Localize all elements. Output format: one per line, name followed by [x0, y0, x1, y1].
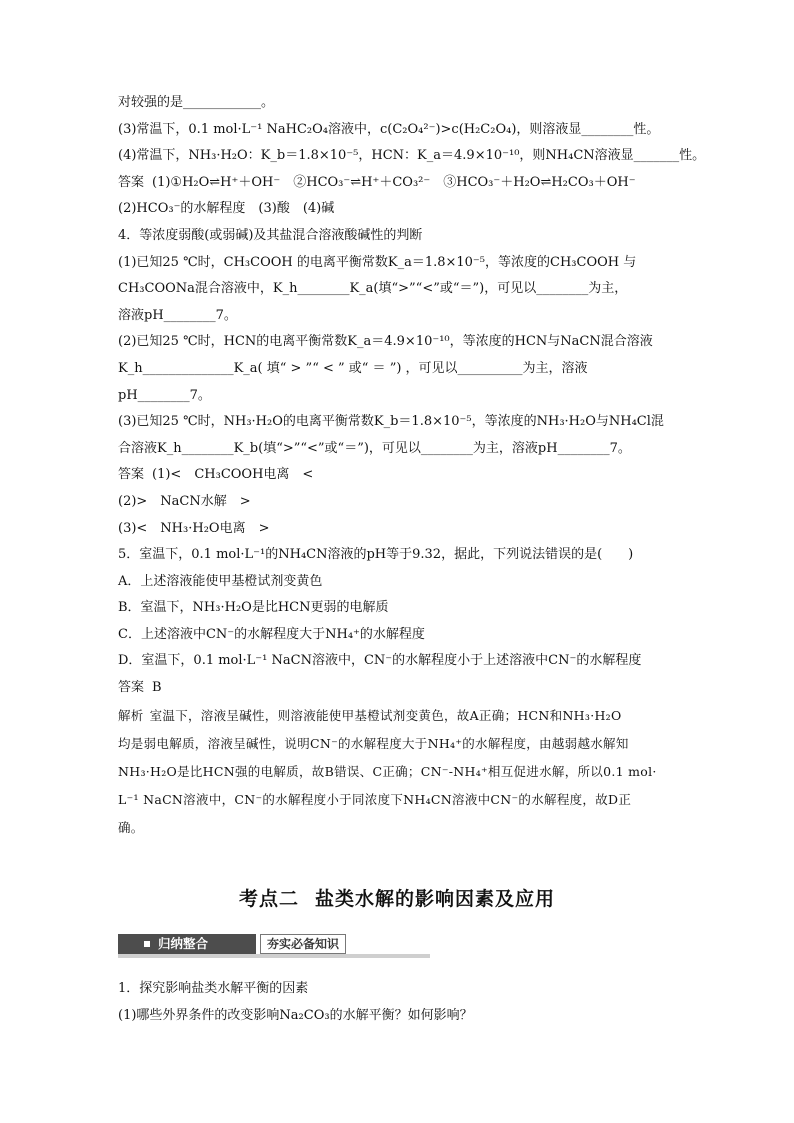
explanation-line: 确。: [118, 819, 144, 835]
answer-line: (2)> NaCN水解 >: [118, 493, 251, 509]
answer-line: (3)< NH₃·H₂O电离 >: [118, 520, 270, 536]
answer-tag: 答案: [118, 467, 145, 483]
answer-tag: 答案: [118, 680, 145, 696]
answer-value: B: [152, 680, 162, 696]
content-bottom: [118, 976, 688, 1029]
explanation-line: 室温下，溶液呈碱性，则溶液能使甲基橙试剂变黄色，故A正确；HCN和NH₃·H₂O: [149, 707, 622, 723]
part-1-title: 1．探究影响盐类水解平衡的因素: [118, 981, 309, 996]
text-line: (4)常温下，NH₃·H₂O：K_b＝1.8×10⁻⁵，HCN：K_a＝4.9×10⁻¹⁰，则NH₄CN溶液显_______性。: [118, 148, 706, 164]
text-line: (3)常温下，0.1 mol·L⁻¹ NaHC₂O₄溶液中，c(C₂O₄²⁻)>c(H₂C₂O₄)，则溶液显________性。: [118, 121, 660, 137]
answer-line: (2)HCO₃⁻的水解程度 (3)酸 (4)碱: [118, 201, 335, 217]
answer-block-1: [118, 170, 688, 197]
question-4-part1: (1)已知25 ℃时，CH₃COOH 的电离平衡常数K_a＝1.8×10⁻⁵，等浓度的CH₃COOH 与: [118, 254, 637, 270]
explanation: [118, 702, 688, 730]
section-label: 考点二: [238, 888, 299, 910]
answer-tag: 答案: [118, 174, 145, 190]
banner-sub-label: 夯实必备知识: [260, 934, 346, 954]
answer-line: (1)①H₂O⇌H⁺＋OH⁻ ②HCO₃⁻⇌H⁺＋CO₃²⁻ ③HCO₃⁻＋H₂O⇌H₂CO₃＋OH⁻: [152, 174, 636, 190]
banner-main-label: 归纳整合: [158, 936, 209, 951]
question-4-part2: pH________7。: [118, 387, 211, 403]
answer-line: (1)< CH₃COOH电离 <: [152, 467, 314, 483]
option-c: C．上述溶液中CN⁻的水解程度大于NH₄⁺的水解程度: [118, 626, 425, 642]
option-d: D．室温下，0.1 mol·L⁻¹ NaCN溶液中，CN⁻的水解程度小于上述溶液中CN⁻的水解程度: [118, 653, 642, 669]
question-4-part3: 合溶液K_h________K_b(填“>”“<”或“＝”)，可见以________为主，溶液pH________7。: [118, 440, 631, 456]
content-top: [118, 90, 706, 842]
question-4-part1: CH₃COONa混合溶液中，K_h________K_a(填“>”“<”或“＝”)，可见以________为主，: [118, 281, 628, 297]
banner-stripe: [118, 954, 430, 958]
option-a: A．上述溶液能使甲基橙试剂变黄色: [118, 573, 323, 589]
explanation-line: 均是弱电解质，溶液呈碱性，说明CN⁻的水解程度大于NH₄⁺的水解程度，由越弱越水解知: [118, 735, 629, 751]
explanation-line: L⁻¹ NaCN溶液中，CN⁻的水解程度小于同浓度下NH₄CN溶液中CN⁻的水解程度，故D正: [118, 791, 632, 807]
square-bullet-icon: [144, 941, 150, 947]
explanation-line: NH₃·H₂O是比HCN强的电解质，故B错误、C正确；CN⁻-NH₄⁺相互促进水解，所以0.1 mol·: [118, 763, 657, 779]
option-b: B．室温下，NH₃·H₂O是比HCN更弱的电解质: [118, 600, 389, 616]
banner-main: [118, 934, 256, 954]
question-4-title: 4．等浓度弱酸(或弱碱)及其盐混合溶液酸碱性的判断: [118, 227, 423, 243]
summary-banner: [118, 934, 430, 956]
answer-block-2: [118, 462, 688, 489]
part-1-question: (1)哪些外界条件的改变影响Na₂CO₃的水解平衡？如何影响？: [118, 1007, 473, 1023]
question-4-part2: (2)已知25 ℃时，HCN的电离平衡常数K_a＝4.9×10⁻¹⁰，等浓度的HCN与NaCN混合溶液: [118, 334, 653, 350]
question-4-part3: (3)已知25 ℃时，NH₃·H₂O的电离平衡常数K_b＝1.8×10⁻⁵，等浓度的NH₃·H₂O与NH₄Cl混: [118, 414, 664, 430]
explanation-tag: 解析: [118, 707, 144, 723]
question-4-part1: 溶液pH________7。: [118, 307, 237, 323]
section-title: 盐类水解的影响因素及应用: [315, 888, 556, 910]
answer-block-3: [118, 675, 688, 702]
section-heading: [0, 884, 794, 911]
text-line: 对较强的是____________。: [118, 95, 275, 110]
question-4-part2: K_h______________K_a( 填“ > ”“ < ” 或“ ＝ ”) ，可见以__________为主，溶液: [118, 360, 588, 376]
question-5-stem: 5．室温下，0.1 mol·L⁻¹的NH₄CN溶液的pH等于9.32，据此，下列说法错误的是( ): [118, 547, 634, 563]
